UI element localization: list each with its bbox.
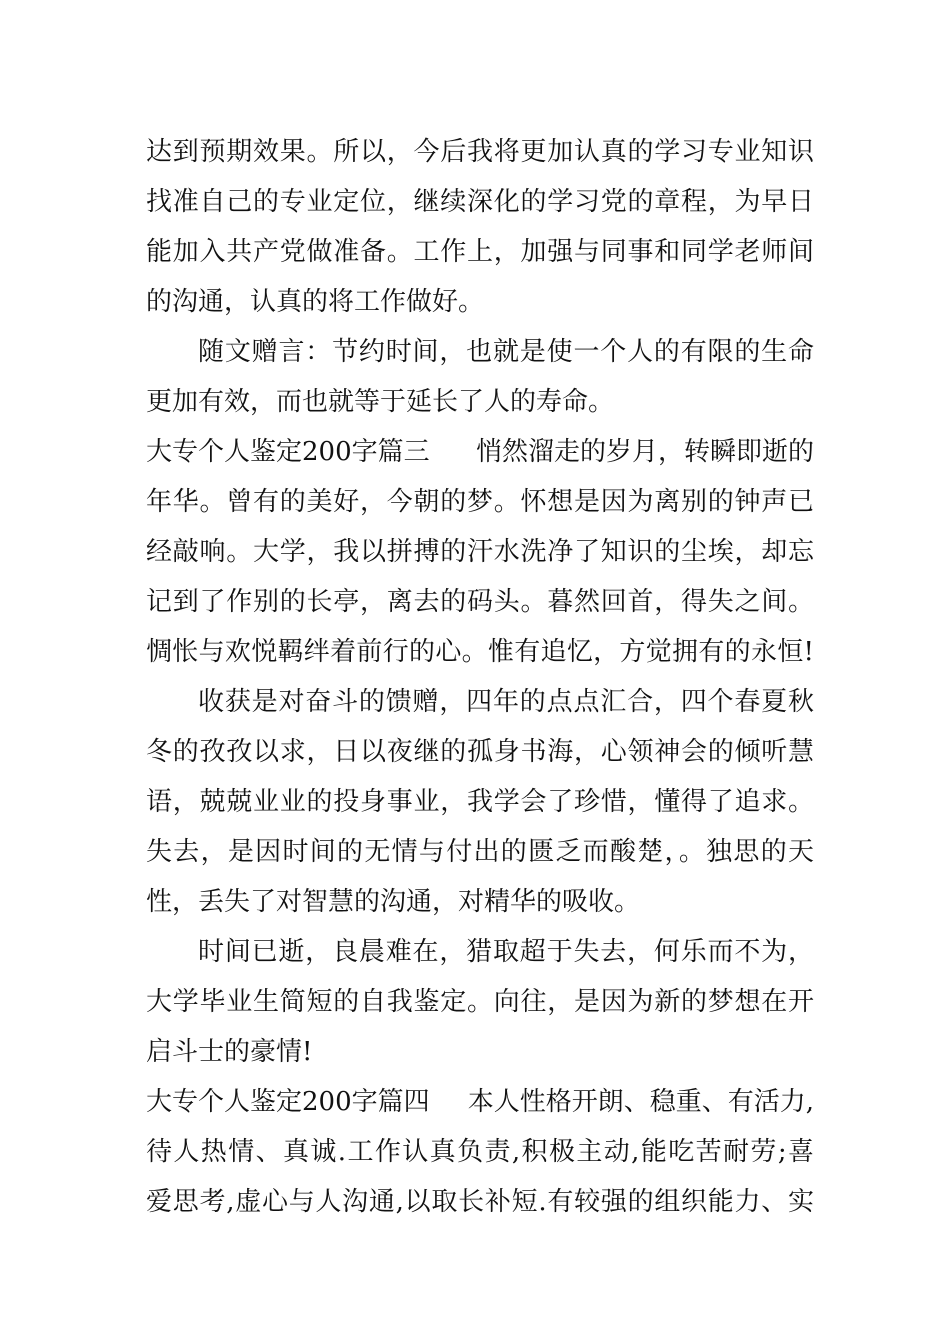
text-line: 性，丢失了对智慧的沟通，对精华的吸收。	[146, 887, 641, 917]
section-heading-line	[146, 1077, 814, 1127]
paragraph-first-line: 随文赠言：节约时间，也就是使一个人的有限的生命	[198, 337, 814, 367]
text-line: 记到了作别的长亭，离去的码头。暮然回首，得失之间。	[146, 587, 814, 617]
section-heading-four: 大专个人鉴定200字篇四	[146, 1087, 430, 1117]
text-line: 经敲响。大学，我以拼搏的汗水洗净了知识的尘埃，却忘	[146, 537, 814, 567]
section-heading-three: 大专个人鉴定200字篇三	[146, 437, 430, 467]
paragraph-first-line: 收获是对奋斗的馈赠，四年的点点汇合，四个春夏秋	[198, 687, 814, 717]
document-body	[146, 127, 814, 1227]
text-line: 待人热情、真诚.工作认真负责,积极主动,能吃苦耐劳;喜	[146, 1137, 814, 1167]
text-line: 语，兢兢业业的投身事业，我学会了珍惜，懂得了追求。	[146, 787, 814, 817]
text-line: 失去，是因时间的无情与付出的匮乏而酸楚，。独思的天	[146, 837, 814, 867]
text-line: 大学毕业生简短的自我鉴定。向往，是因为新的梦想在开	[146, 987, 814, 1017]
text-line: 的沟通，认真的将工作做好。	[146, 287, 485, 317]
text-line: 找准自己的专业定位，继续深化的学习党的章程，为早日	[146, 187, 814, 217]
paragraph-first-line: 时间已逝，良晨难在，猎取超于失去，何乐而不为，	[198, 937, 814, 967]
text-line: 更加有效，而也就等于延长了人的寿命。	[146, 387, 615, 417]
section-heading-line	[146, 427, 814, 477]
text-line: 冬的孜孜以求，日以夜继的孤身书海，心领神会的倾听慧	[146, 737, 814, 767]
section-text: 悄然溜走的岁月，转瞬即逝的	[475, 437, 814, 467]
text-line: 能加入共产党做准备。工作上，加强与同事和同学老师间	[146, 237, 814, 267]
text-line: 启斗士的豪情!	[146, 1037, 313, 1067]
text-line: 达到预期效果。所以，今后我将更加认真的学习专业知识	[146, 137, 814, 167]
section-text: 本人性格开朗、稳重、有活力,	[467, 1087, 814, 1117]
text-line: 年华。曾有的美好，今朝的梦。怀想是因为离别的钟声已	[146, 487, 814, 517]
text-line: 爱思考,虚心与人沟通,以取长补短.有较强的组织能力、实	[146, 1187, 814, 1217]
text-line: 惆怅与欢悦羁绊着前行的心。惟有追忆，方觉拥有的永恒!	[146, 637, 814, 667]
